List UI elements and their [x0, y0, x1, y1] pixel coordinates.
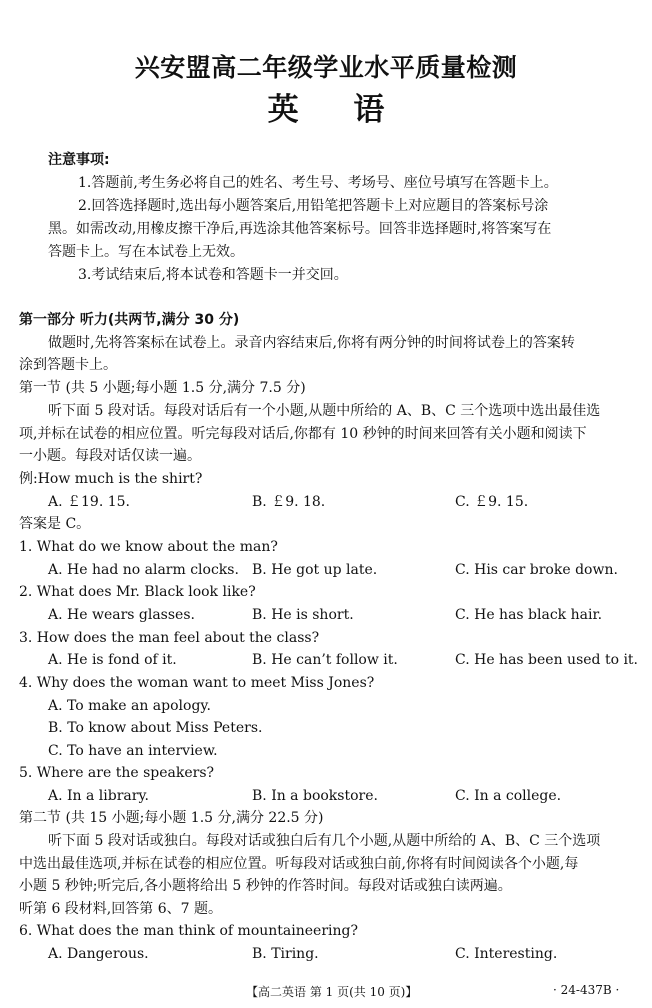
- section1-instr-2: 项,并标在试卷的相应位置。听完每段对话后,你都有 10 秒钟的时间来回答有关小题和阅读下: [19, 426, 587, 442]
- q5-option-a: A. In a library.: [48, 788, 149, 804]
- part1-intro-2: 涂到答题卡上。: [19, 357, 117, 373]
- question-6: 6. What does the man think of mountaineering?: [19, 923, 358, 939]
- q1-option-b: B. He got up late.: [252, 562, 378, 578]
- q3-option-c: C. He has been used to it.: [455, 652, 639, 668]
- example-option-c: C. ￡9. 15.: [455, 494, 529, 510]
- notice-heading: 注意事项:: [48, 152, 110, 168]
- notice-line-3: 黑。如需改动,用橡皮擦干净后,再选涂其他答案标号。回答非选择题时,将答案写在: [48, 221, 552, 237]
- q4-option-b: B. To know about Miss Peters.: [48, 720, 263, 736]
- question-3: 3. How does the man feel about the class?: [19, 630, 320, 646]
- notice-line-5: 3.考试结束后,将本试卷和答题卡一并交回。: [78, 267, 348, 283]
- section1-instr-3: 一小题。每段对话仅读一遍。: [19, 448, 201, 464]
- q6-option-c: C. Interesting.: [455, 946, 558, 962]
- q2-option-b: B. He is short.: [252, 607, 354, 623]
- section2-instr-3: 小题 5 秒钟;听完后,各小题将给出 5 秒钟的作答时间。每段对话或独白读两遍。: [19, 878, 512, 894]
- question-4: 4. Why does the woman want to meet Miss Jones?: [19, 675, 375, 691]
- page-number: 【高二英语 第 1 页(共 10 页)】: [246, 985, 418, 999]
- q1-option-c: C. His car broke down.: [455, 562, 618, 578]
- part1-heading: 第一部分 听力(共两节,满分 30 分): [19, 312, 240, 328]
- q2-option-c: C. He has black hair.: [455, 607, 603, 623]
- q5-option-c: C. In a college.: [455, 788, 562, 804]
- q3-option-b: B. He can’t follow it.: [252, 652, 398, 668]
- q6-option-b: B. Tiring.: [252, 946, 319, 962]
- q3-option-a: A. He is fond of it.: [48, 652, 177, 668]
- example-option-a: A. ￡19. 15.: [48, 494, 130, 510]
- exam-title: 兴安盟高二年级学业水平质量检测: [134, 53, 518, 82]
- section1-instr-1: 听下面 5 段对话。每段对话后有一个小题,从题中所给的 A、B、C 三个选项中选出最佳选: [48, 403, 601, 419]
- material-note: 听第 6 段材料,回答第 6、7 题。: [19, 901, 222, 917]
- question-1: 1. What do we know about the man?: [19, 539, 278, 555]
- section2-instr-2: 中选出最佳选项,并标在试卷的相应位置。听每段对话或独白前,你将有时间阅读各个小题,每: [19, 856, 579, 872]
- question-5: 5. Where are the speakers?: [19, 765, 215, 781]
- example-question: 例:How much is the shirt?: [19, 471, 203, 487]
- exam-code: · 24-437B ·: [553, 983, 620, 997]
- section2-heading: 第二节 (共 15 小题;每小题 1.5 分,满分 22.5 分): [19, 810, 324, 826]
- notice-line-1: 1.答题前,考生务必将自己的姓名、考生号、考场号、座位号填写在答题卡上。: [78, 175, 558, 191]
- example-option-b: B. ￡9. 18.: [252, 494, 326, 510]
- subject-title: 英 语: [267, 92, 385, 128]
- q5-option-b: B. In a bookstore.: [252, 788, 378, 804]
- q6-option-a: A. Dangerous.: [48, 946, 149, 962]
- section2-instr-1: 听下面 5 段对话或独白。每段对话或独白后有几个小题,从题中所给的 A、B、C 三个选项: [48, 833, 601, 849]
- q4-option-c: C. To have an interview.: [48, 743, 218, 759]
- part1-intro-1: 做题时,先将答案标在试卷上。录音内容结束后,你将有两分钟的时间将试卷上的答案转: [48, 335, 575, 351]
- example-answer: 答案是 C。: [19, 516, 91, 532]
- question-2: 2. What does Mr. Black look like?: [19, 584, 256, 600]
- q1-option-a: A. He had no alarm clocks.: [48, 562, 239, 578]
- notice-line-4: 答题卡上。写在本试卷上无效。: [48, 244, 244, 260]
- q4-option-a: A. To make an apology.: [48, 698, 211, 714]
- notice-line-2: 2.回答选择题时,选出每小题答案后,用铅笔把答题卡上对应题目的答案标号涂: [78, 198, 549, 214]
- section1-heading: 第一节 (共 5 小题;每小题 1.5 分,满分 7.5 分): [19, 380, 306, 396]
- q2-option-a: A. He wears glasses.: [48, 607, 195, 623]
